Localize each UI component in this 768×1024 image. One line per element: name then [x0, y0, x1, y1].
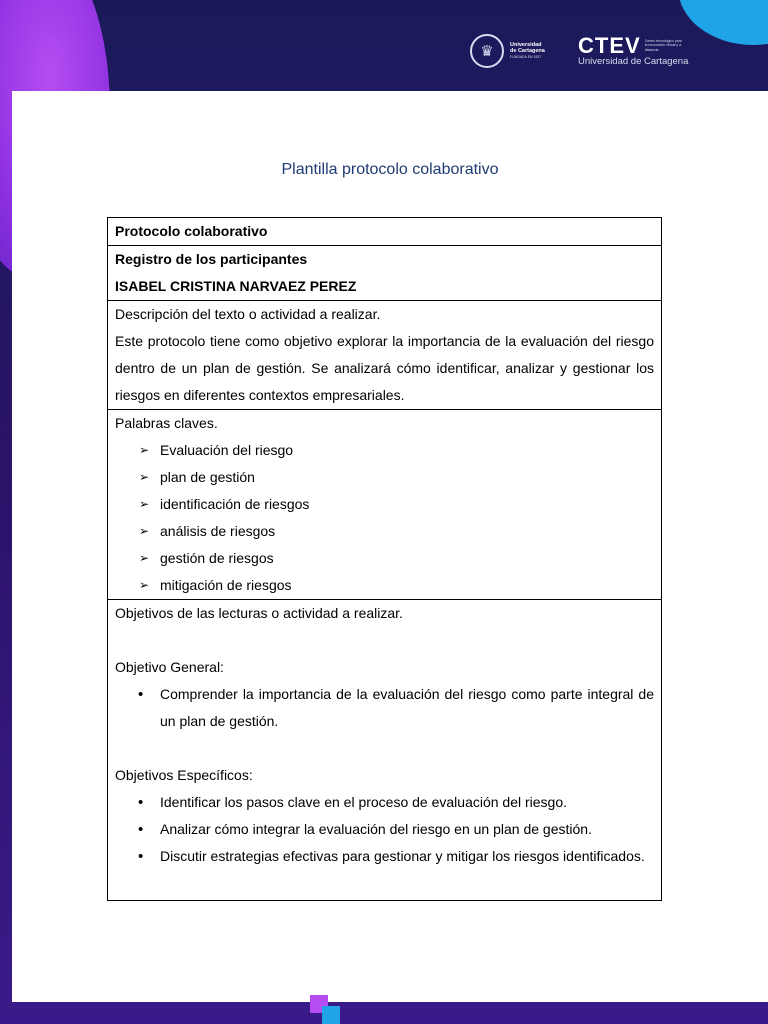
- list-item: ➢ Evaluación del riesgo: [139, 437, 654, 464]
- udc-logo-text: [510, 42, 556, 60]
- ctev-subtitle: Universidad de Cartagena: [578, 55, 689, 67]
- keywords-list: [115, 437, 654, 599]
- list-item: ➢ mitigación de riesgos: [139, 572, 654, 599]
- objetivos-especificos-label: Objetivos Específicos:: [115, 767, 253, 783]
- udc-name-line1: Universidad: [510, 42, 542, 48]
- header-logos: [470, 30, 688, 72]
- objetivo-general-list: [115, 681, 654, 735]
- list-item: • Identificar los pasos clave en el proceso de evaluación del riesgo.: [138, 789, 654, 816]
- list-item: ➢ gestión de riesgos: [139, 545, 654, 572]
- palabras-label: Palabras claves.: [115, 415, 218, 431]
- ctev-logo: [578, 32, 689, 67]
- table-row: [108, 301, 662, 410]
- table-row: [108, 600, 662, 901]
- document-page: [12, 91, 768, 1002]
- udc-name-line2: de Cartagena: [510, 48, 545, 54]
- objetivos-especificos-list: [115, 789, 654, 870]
- list-item: • Comprender la importancia de la evaluación del riesgo como parte integral de un plan de gestión.: [138, 681, 654, 735]
- university-seal-icon: ♛: [470, 34, 504, 68]
- list-item: ➢ identificación de riesgos: [139, 491, 654, 518]
- table-row: [108, 246, 662, 301]
- udc-motto: FUNDADA EN 1827: [510, 55, 542, 59]
- list-item: ➢ plan de gestión: [139, 464, 654, 491]
- objectives-cell: [108, 600, 662, 901]
- registro-label: Registro de los participantes: [115, 251, 308, 267]
- list-item: • Analizar cómo integrar la evaluación del riesgo en un plan de gestión.: [138, 816, 654, 843]
- objetivo-general-label: Objetivo General:: [115, 659, 224, 675]
- participant-name: ISABEL CRISTINA NARVAEZ PEREZ: [115, 278, 357, 294]
- section-protocolo: Protocolo colaborativo: [108, 218, 662, 246]
- descripcion-text: Este protocolo tiene como objetivo explorar la importancia de la evaluación del riesgo dentro de un plan de gestión. Se analizará cómo identificar, analizar y gestionar los riesgos en diferentes contextos empresariales.: [115, 333, 654, 403]
- list-item: • Discutir estrategias efectivas para gestionar y mitigar los riesgos identificados.: [138, 843, 654, 870]
- table-row: [108, 410, 662, 600]
- participants-cell: [108, 246, 662, 301]
- protocol-table: [107, 217, 662, 901]
- descripcion-label: Descripción del texto o actividad a realizar.: [115, 306, 381, 322]
- ctev-side-text: Centro tecnológico para la innovación virtual y a distancia: [644, 38, 682, 52]
- keywords-cell: [108, 410, 662, 600]
- page-title: Plantilla protocolo colaborativo: [281, 161, 499, 178]
- description-cell: [108, 301, 662, 410]
- decorative-cyan-square: [322, 1006, 340, 1024]
- list-item: ➢ análisis de riesgos: [139, 518, 654, 545]
- ctev-logo-text: CTEV: [578, 32, 641, 58]
- objetivos-label: Objetivos de las lecturas o actividad a realizar.: [115, 605, 403, 621]
- table-row: [108, 218, 662, 246]
